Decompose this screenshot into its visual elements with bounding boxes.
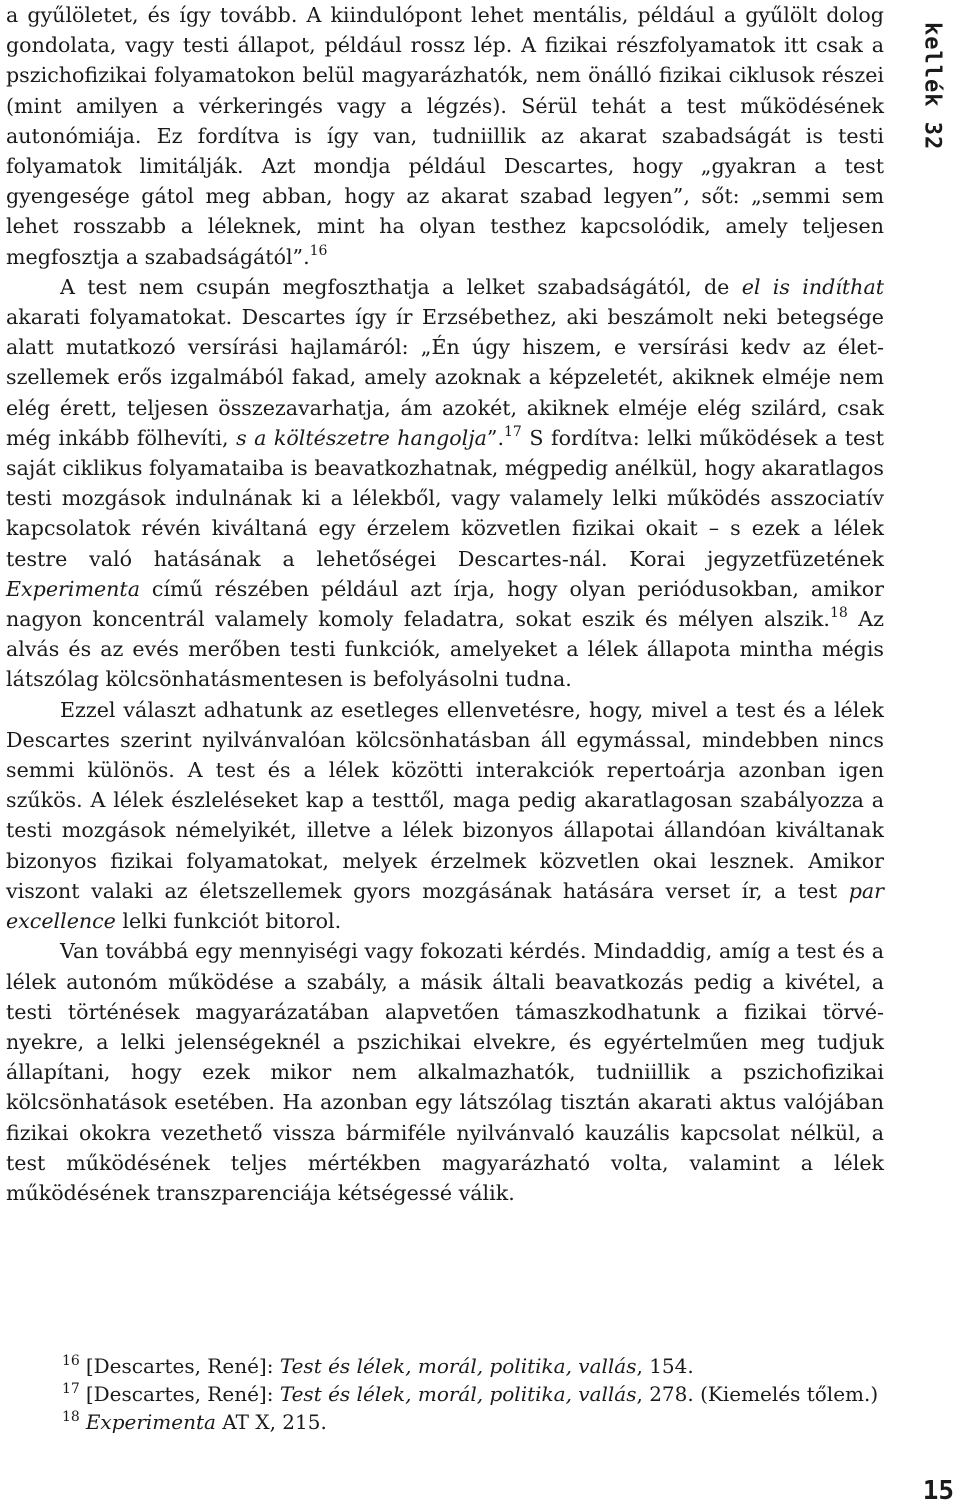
footnotes [62, 1352, 902, 1436]
paragraph-1-text: a gyűlöletet, és így tovább. A kiindulópont lehet mentális, például a gyűlölt dolog gondolata, vagy testi állapot, például rossz lép. A fizikai részfolyamatok itt csak a pszichofizikai folyamatokon belül magyarázhatók, nem önálló fizikai ciklusok részei (mint amilyen a vérkeringés vagy a légzés). Sérül tehát a test működésének autonómiája. Ez fordítva is így van, tudniillik az akarat szabadságát is testi folyamatok limitálják. Azt mondja például Descartes, hogy „gyakran a test gyengesége gátol meg abban, hogy az akarat szabad legyen”, sőt: „semmi sem lehet rosszabb a léleknek, mint ha olyan testhez kapcsolódik, amely teljesen megfosztja a szabadságától”. [6, 3, 884, 269]
paragraph-4 [6, 936, 884, 1208]
paragraph-3 [6, 695, 884, 937]
page-number: 15 [922, 1476, 954, 1506]
footnote-ref-17[interactable]: 17 [504, 423, 522, 440]
paragraph-2-text-b: akarati folyamatokat. Descartes így ír Erzsébethez, aki beszámolt neki betegsége alatt mutatkozó versírási hajlamáról: „Én úgy hiszem, e versírási kedv az életszellemek erős izgalmából fakad, amely azoknak a képzeletét, akiknek elméje nem elég érett, teljesen összezavarhatja, ám azokét, akiknek elméje elég szilárd, csak még inkább fölhevíti, [6, 305, 884, 450]
paragraph-2 [6, 272, 884, 695]
footnote-ref-18[interactable]: 18 [829, 605, 848, 622]
paragraph-2-emphasis-1: el is indíthat [741, 274, 884, 299]
footnote-author: [Descartes, René]: [85, 1382, 280, 1406]
paragraph-2-text-c: ”. [486, 425, 504, 450]
paragraph-2-emphasis-3: Experimenta [6, 576, 140, 601]
paragraph-3-text-b: lelki funkciót bitorol. [115, 909, 342, 934]
footnote-16 [62, 1352, 902, 1380]
paragraph-2-emphasis-2: s a költészetre hangolja [236, 425, 487, 450]
paragraph-4-text: Van továbbá egy mennyiségi vagy fokozati kérdés. Mindaddig, amíg a test és a lélek autonóm működése a szabály, a másik általi beavatkozás pedig a kivétel, a testi történések magyarázatában alapvetően támaszkodhatunk a fizikai törvényekre, a lelki jelenségeknél a pszichikai elvekre, és egyértelműen meg tudjuk állapítani, hogy ezek mikor nem alkalmazhatók, tudniillik a pszichofizikai kölcsönhatások esetében. Ha azonban egy látszólag tisztán akarati aktus valójában fizikai okokra vezethető vissza bármiféle nyilvánvaló kauzális kapcsolat nélkül, a test működésének teljes mértékben magyarázható volta, valamint a lélek működésének transzparenciája kétségessé válik. [6, 939, 884, 1205]
paragraph-2-text-f: Az alvás és az evés merőben testi funkciók, amelyeket a lélek állapota mintha mégis látszólag kölcsönhatásmentesen is befolyásolni tudna. [6, 607, 884, 692]
footnote-number: 18 [62, 1409, 80, 1425]
footnote-author: [Descartes, René]: [85, 1354, 280, 1378]
footnote-page: AT X, 215. [215, 1410, 327, 1434]
footnote-17 [62, 1380, 902, 1408]
footnote-title: Experimenta [85, 1410, 216, 1434]
paragraph-2-text-d: S fordítva: lelki működések a test saját ciklikus folyamataiba is beavatkozhatnak, mégpedig anélkül, hogy akaratlagos testi mozgások indulnának ki a lélekből, vagy valamely lelki működés asszociatív kapcsolatok révén kiváltaná egy érzelem közvetlen fizikai okait – s ezek a lélek testre való hatásának a lehetőségei Descartes-nál. Korai jegyzetfüzetének [6, 425, 884, 571]
paragraph-3-text-a: Ezzel választ adhatunk az esetleges ellenvetésre, hogy, mivel a test és a lélek Descartes szerint nyilvánvalóan kölcsönhatásban áll egymással, mindebben nincs semmi különös. A test és a lélek közötti interakciók repertoárja azonban igen szűkös. A lélek észleléseket kap a testtől, maga pedig akaratlagosan szabályozza a testi mozgások némelyikét, illetve a lélek bizonyos állapotai állandóan kiváltanak bizonyos fizikai folyamatokat, melyek érzelmek közvetlen okai lesznek. Amikor viszont valaki az életszellemek gyors mozgásának hatására verset ír, a test [6, 697, 884, 903]
footnote-title: Test és lélek, morál, politika, vallás [279, 1382, 637, 1406]
footnote-18 [62, 1408, 902, 1436]
paragraph-2-text-a: A test nem csupán megfoszthatja a lelket szabadságától, de [60, 274, 742, 299]
paragraph-3-emphasis: par excellence [6, 878, 884, 934]
footnote-number: 17 [62, 1381, 80, 1397]
footnote-title: Test és lélek, morál, politika, vallás [279, 1354, 637, 1378]
footnote-ref-16[interactable]: 16 [309, 242, 328, 259]
paragraph-2-text-e: című részében például azt írja, hogy olyan periódusokban, amikor nagyon koncentrál valamely komoly feladatra, sokat eszik és mélyen alszik. [6, 576, 884, 632]
footnote-number: 16 [62, 1353, 80, 1369]
body-text [6, 0, 884, 1208]
footnote-page: , 154. [636, 1354, 694, 1378]
footnote-page: , 278. (Kiemelés tőlem.) [636, 1382, 879, 1406]
paragraph-1 [6, 0, 884, 272]
journal-side-label: kellék 32 [919, 22, 945, 151]
